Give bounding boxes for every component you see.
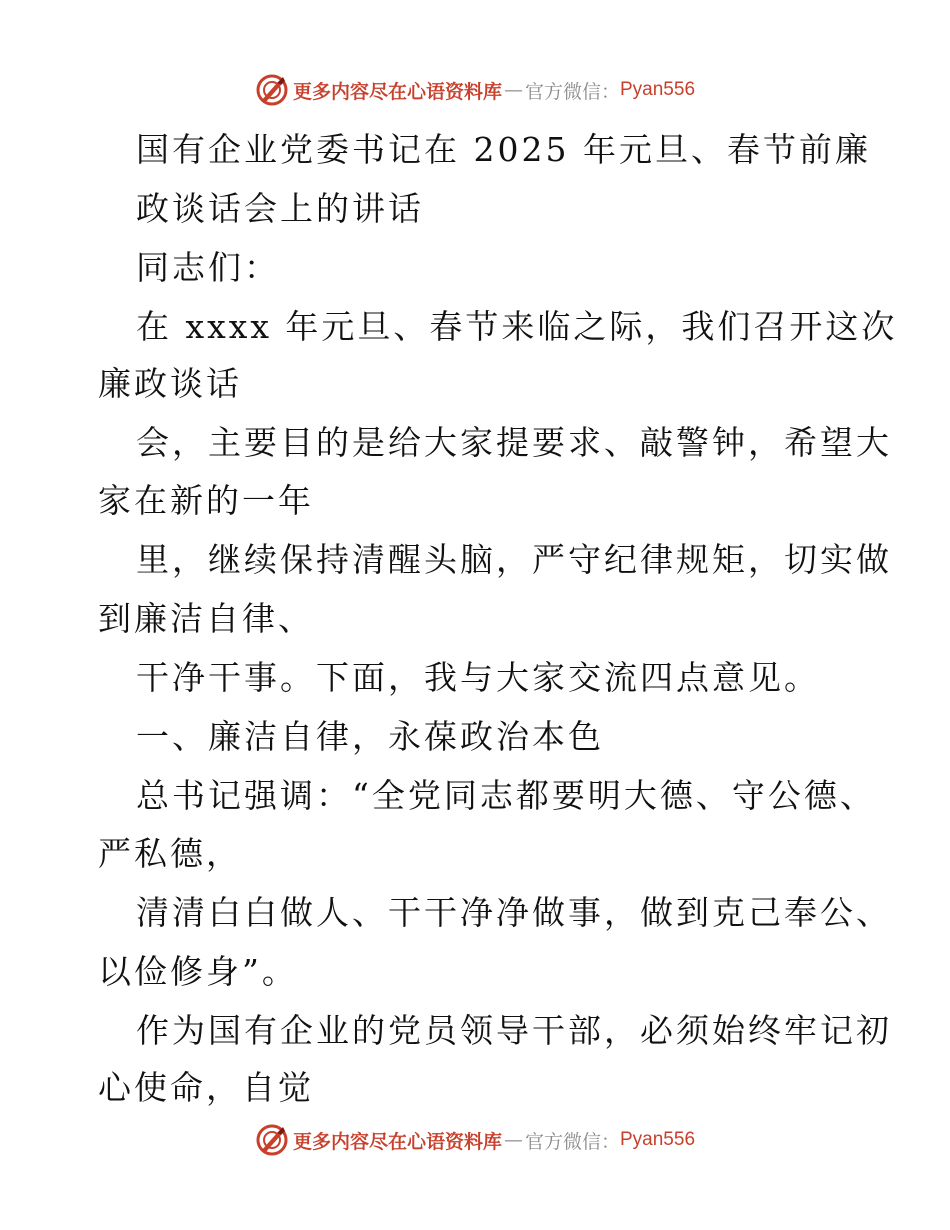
banner-brand-name: 更多内容尽在心语资料库 (292, 1130, 502, 1153)
salutation: 同志们： (136, 248, 280, 287)
paragraph-line: 干净干事。下面，我与大家交流四点意见。 (136, 658, 820, 697)
paragraph-line: 到廉洁自律、 (98, 599, 314, 638)
paragraph-line: 廉政谈话 (98, 364, 242, 403)
title-line-2: 政谈话会上的讲话 (136, 189, 424, 228)
banner-dash: — (503, 1129, 523, 1151)
paragraph-line: 会，主要目的是给大家提要求、敲警钟，希望大 (136, 423, 892, 462)
paragraph-line: 在 xxxx 年元旦、春节来临之际，我们召开这次 (136, 307, 898, 346)
paragraph-line: 里，继续保持清醒头脑，严守纪律规矩，切实做 (136, 540, 892, 579)
paragraph-line: 以俭修身”。 (98, 952, 298, 991)
header-banner (0, 70, 950, 110)
paragraph-line: 严私德， (98, 834, 242, 873)
logo-icon (255, 1123, 289, 1157)
banner-wechat-id: Pyan556 (620, 1129, 696, 1150)
logo-icon (255, 73, 289, 107)
paragraph-line: 总书记强调：“全党同志都要明大德、守公德、 (136, 776, 876, 815)
footer-banner (0, 1120, 950, 1160)
paragraph-line: 心使命，自觉 (98, 1068, 314, 1107)
banner-brand-name: 更多内容尽在心语资料库 (292, 80, 502, 103)
paragraph-line: 作为国有企业的党员领导干部，必须始终牢记初 (136, 1011, 892, 1050)
title-line-1: 国有企业党委书记在 2025 年元旦、春节前廉 (136, 130, 871, 169)
banner-wechat-id: Pyan556 (620, 79, 696, 100)
banner-wechat-label: 官方微信： (524, 80, 620, 103)
section-heading: 一、廉洁自律，永葆政治本色 (136, 717, 604, 756)
banner-dash: — (503, 79, 523, 101)
paragraph-line: 家在新的一年 (98, 481, 314, 520)
banner-wechat-label: 官方微信： (524, 1130, 620, 1153)
paragraph-line: 清清白白做人、干干净净做事，做到克己奉公、 (136, 893, 892, 932)
